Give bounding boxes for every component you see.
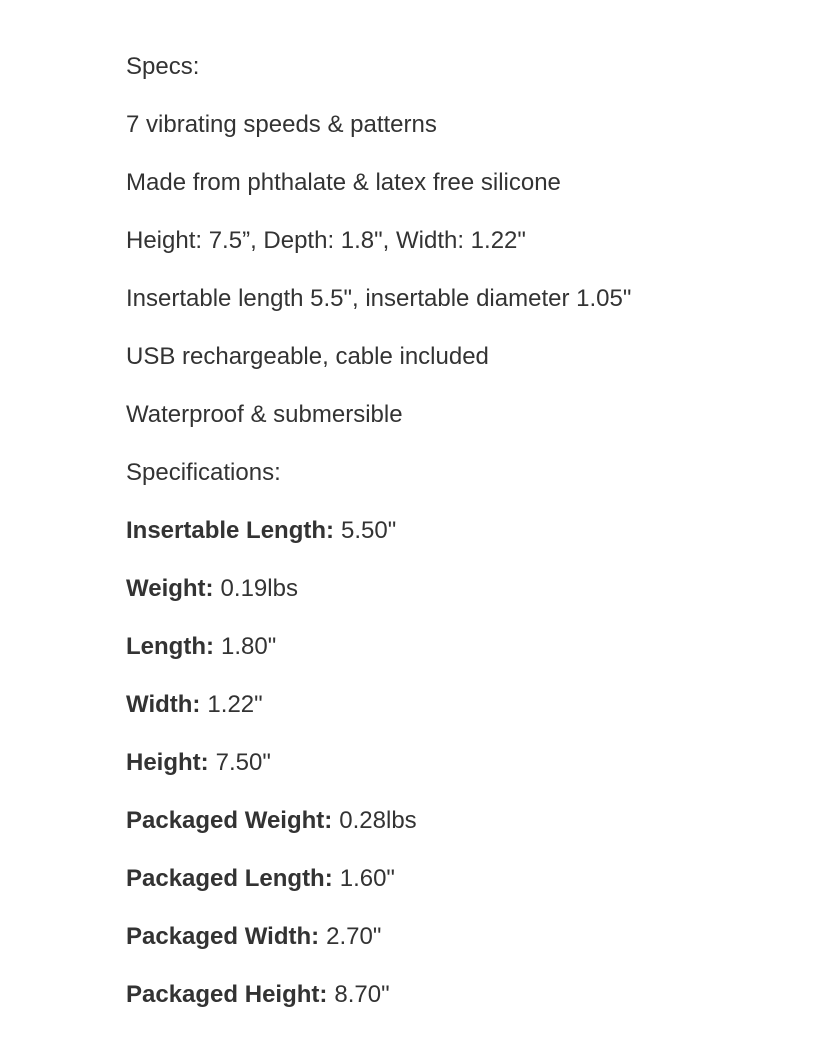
spec-line-length [126, 630, 756, 663]
spec-line-packaged-length [126, 862, 756, 895]
spec-value: 0.19lbs [220, 575, 298, 602]
spec-line-weight [126, 572, 756, 605]
spec-line-height [126, 746, 756, 779]
spec-label: Packaged Weight: [126, 807, 333, 834]
spec-line-packaged-height [126, 978, 756, 1011]
intro-line-dimensions: Height: 7.5”, Depth: 1.8", Width: 1.22" [126, 227, 526, 254]
spec-label: Width: [126, 691, 201, 718]
spec-value: 1.22" [207, 691, 263, 718]
spec-label: Weight: [126, 575, 214, 602]
intro-line-insertable: Insertable length 5.5", insertable diameter 1.05" [126, 285, 632, 312]
spec-value: 7.50" [215, 749, 271, 776]
spec-label: Length: [126, 633, 214, 660]
intro-line-material: Made from phthalate & latex free silicone [126, 169, 561, 196]
spec-label: Insertable Length: [126, 517, 335, 544]
spec-value: 1.60" [339, 865, 395, 892]
spec-line-packaged-weight [126, 804, 756, 837]
intro-line-rechargeable: USB rechargeable, cable included [126, 343, 489, 370]
spec-value: 5.50" [341, 517, 397, 544]
spec-label: Height: [126, 749, 209, 776]
spec-line-packaged-width [126, 920, 756, 953]
intro-line-specifications-heading: Specifications: [126, 459, 281, 486]
spec-value: 8.70" [334, 981, 390, 1008]
spec-line-width [126, 688, 756, 721]
spec-label: Packaged Length: [126, 865, 333, 892]
spec-label: Packaged Height: [126, 981, 328, 1008]
spec-value: 2.70" [326, 923, 382, 950]
spec-label: Packaged Width: [126, 923, 320, 950]
intro-line-waterproof: Waterproof & submersible [126, 401, 403, 428]
intro-line-specs: Specs: [126, 53, 200, 80]
spec-line-insertable-length [126, 514, 756, 547]
intro-line-speeds: 7 vibrating speeds & patterns [126, 111, 437, 138]
spec-value: 1.80" [220, 633, 277, 660]
spec-value: 0.28lbs [339, 807, 417, 834]
